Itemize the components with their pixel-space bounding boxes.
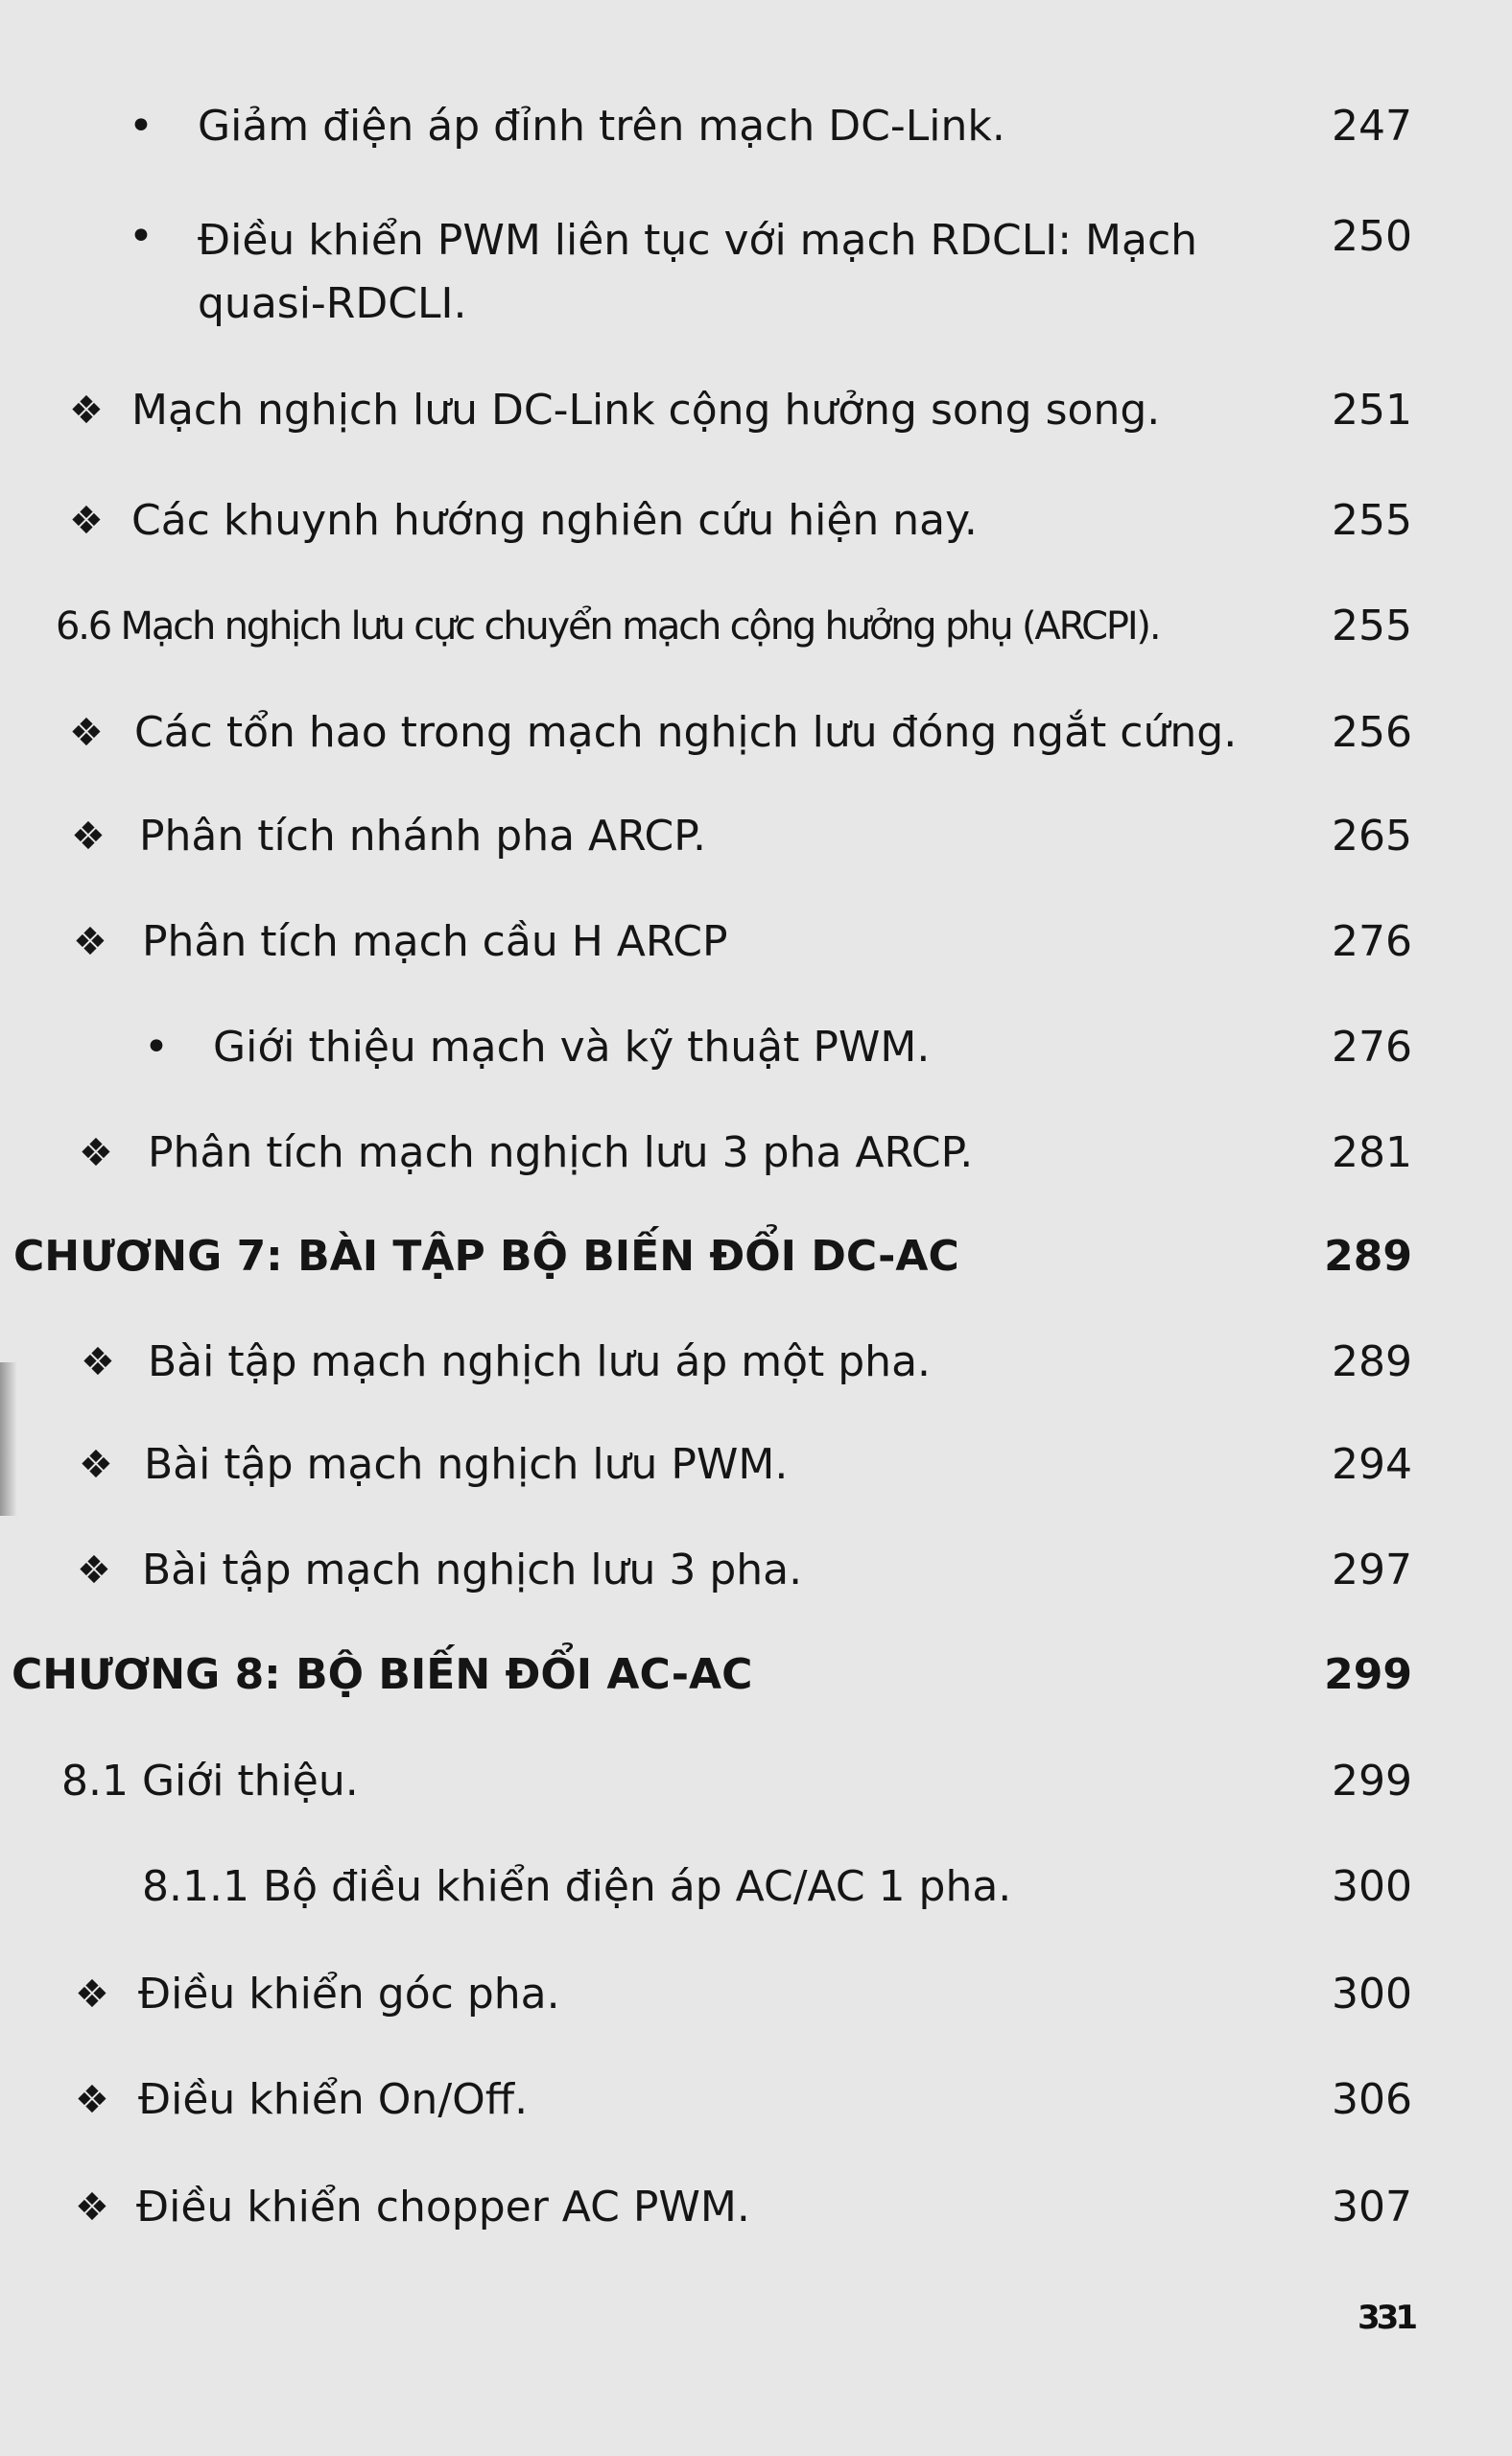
toc-entry-title: Các tổn hao trong mạch nghịch lưu đóng ngắt cứng. xyxy=(134,708,1238,757)
toc-entry-page: 299 xyxy=(1324,1650,1412,1699)
page-edge-shadow xyxy=(0,1362,17,1516)
toc-entry-title: Điều khiển PWM liên tục với mạch RDCLI: Mạch quasi-RDCLI. xyxy=(198,216,1198,328)
toc-entry-page: 300 xyxy=(1332,1970,1412,2019)
toc-entry-title: Phân tích nhánh pha ARCP. xyxy=(139,812,706,861)
toc-entry-title: Bài tập mạch nghịch lưu PWM. xyxy=(144,1440,789,1489)
toc-entry-page: 299 xyxy=(1332,1757,1412,1806)
toc-entry-page: 251 xyxy=(1332,386,1412,435)
toc-entry-page: 247 xyxy=(1332,102,1412,151)
toc-entry-page: 255 xyxy=(1332,496,1412,545)
toc-entry-title: Phân tích mạch cầu H ARCP xyxy=(142,917,728,966)
toc-entry-page: 255 xyxy=(1332,602,1412,650)
bullet-icon: • xyxy=(129,212,154,261)
toc-entry-page: 256 xyxy=(1332,708,1412,757)
toc-entry-page: 265 xyxy=(1332,812,1412,861)
toc-entry-page: 289 xyxy=(1324,1232,1412,1281)
diamond-bullet-icon: ❖ xyxy=(77,1548,111,1593)
toc-entry-page: 294 xyxy=(1332,1440,1412,1489)
diamond-bullet-icon: ❖ xyxy=(75,2185,109,2230)
diamond-bullet-icon: ❖ xyxy=(79,1443,113,1487)
bullet-icon: • xyxy=(144,1023,169,1072)
toc-entry-page: 250 xyxy=(1332,212,1412,261)
toc-entry-page: 306 xyxy=(1332,2075,1412,2124)
diamond-bullet-icon: ❖ xyxy=(69,711,104,755)
toc-entry-title: 6.6 Mạch nghịch lưu cực chuyển mạch cộng hưởng phụ (ARCPI). xyxy=(56,604,1160,649)
toc-entry-title: Giảm điện áp đỉnh trên mạch DC-Link. xyxy=(198,102,1005,151)
diamond-bullet-icon: ❖ xyxy=(69,499,104,543)
diamond-bullet-icon: ❖ xyxy=(69,389,104,433)
bullet-icon: • xyxy=(129,102,154,151)
toc-entry-title: CHƯƠNG 8: BỘ BIẾN ĐỔI AC-AC xyxy=(12,1650,753,1699)
toc-entry-title: Mạch nghịch lưu DC-Link cộng hưởng song song. xyxy=(131,386,1161,435)
toc-entry-title: Giới thiệu mạch và kỹ thuật PWM. xyxy=(213,1023,931,1072)
toc-entry-title: 8.1 Giới thiệu. xyxy=(61,1757,359,1806)
diamond-bullet-icon: ❖ xyxy=(73,920,107,964)
toc-entry-page: 297 xyxy=(1332,1546,1412,1594)
toc-entry-title: Điều khiển chopper AC PWM. xyxy=(136,2183,750,2232)
toc-entry-title: Điều khiển góc pha. xyxy=(138,1970,560,2019)
toc-entry-page: 307 xyxy=(1332,2183,1412,2232)
diamond-bullet-icon: ❖ xyxy=(79,1131,113,1175)
toc-entry-title: Bài tập mạch nghịch lưu áp một pha. xyxy=(148,1337,932,1386)
toc-entry-page: 289 xyxy=(1332,1337,1412,1386)
page-number: 331 xyxy=(1358,2299,1414,2337)
toc-entry-page: 281 xyxy=(1332,1128,1412,1177)
toc-entry-title: Bài tập mạch nghịch lưu 3 pha. xyxy=(142,1546,803,1594)
toc-entry-page: 276 xyxy=(1332,917,1412,966)
diamond-bullet-icon: ❖ xyxy=(75,2078,109,2122)
diamond-bullet-icon: ❖ xyxy=(81,1340,115,1384)
toc-entry-title: Điều khiển On/Off. xyxy=(138,2075,529,2124)
diamond-bullet-icon: ❖ xyxy=(71,815,106,859)
toc-entry-page: 276 xyxy=(1332,1023,1412,1072)
toc-entry-page: 300 xyxy=(1332,1862,1412,1911)
toc-entry-title: Phân tích mạch nghịch lưu 3 pha ARCP. xyxy=(148,1128,974,1177)
toc-entry-title: CHƯƠNG 7: BÀI TẬP BỘ BIẾN ĐỔI DC-AC xyxy=(13,1232,959,1281)
toc-entry-title: 8.1.1 Bộ điều khiển điện áp AC/AC 1 pha. xyxy=(142,1862,1012,1911)
diamond-bullet-icon: ❖ xyxy=(75,1972,109,2017)
toc-entry-title: Các khuynh hướng nghiên cứu hiện nay. xyxy=(131,496,978,545)
